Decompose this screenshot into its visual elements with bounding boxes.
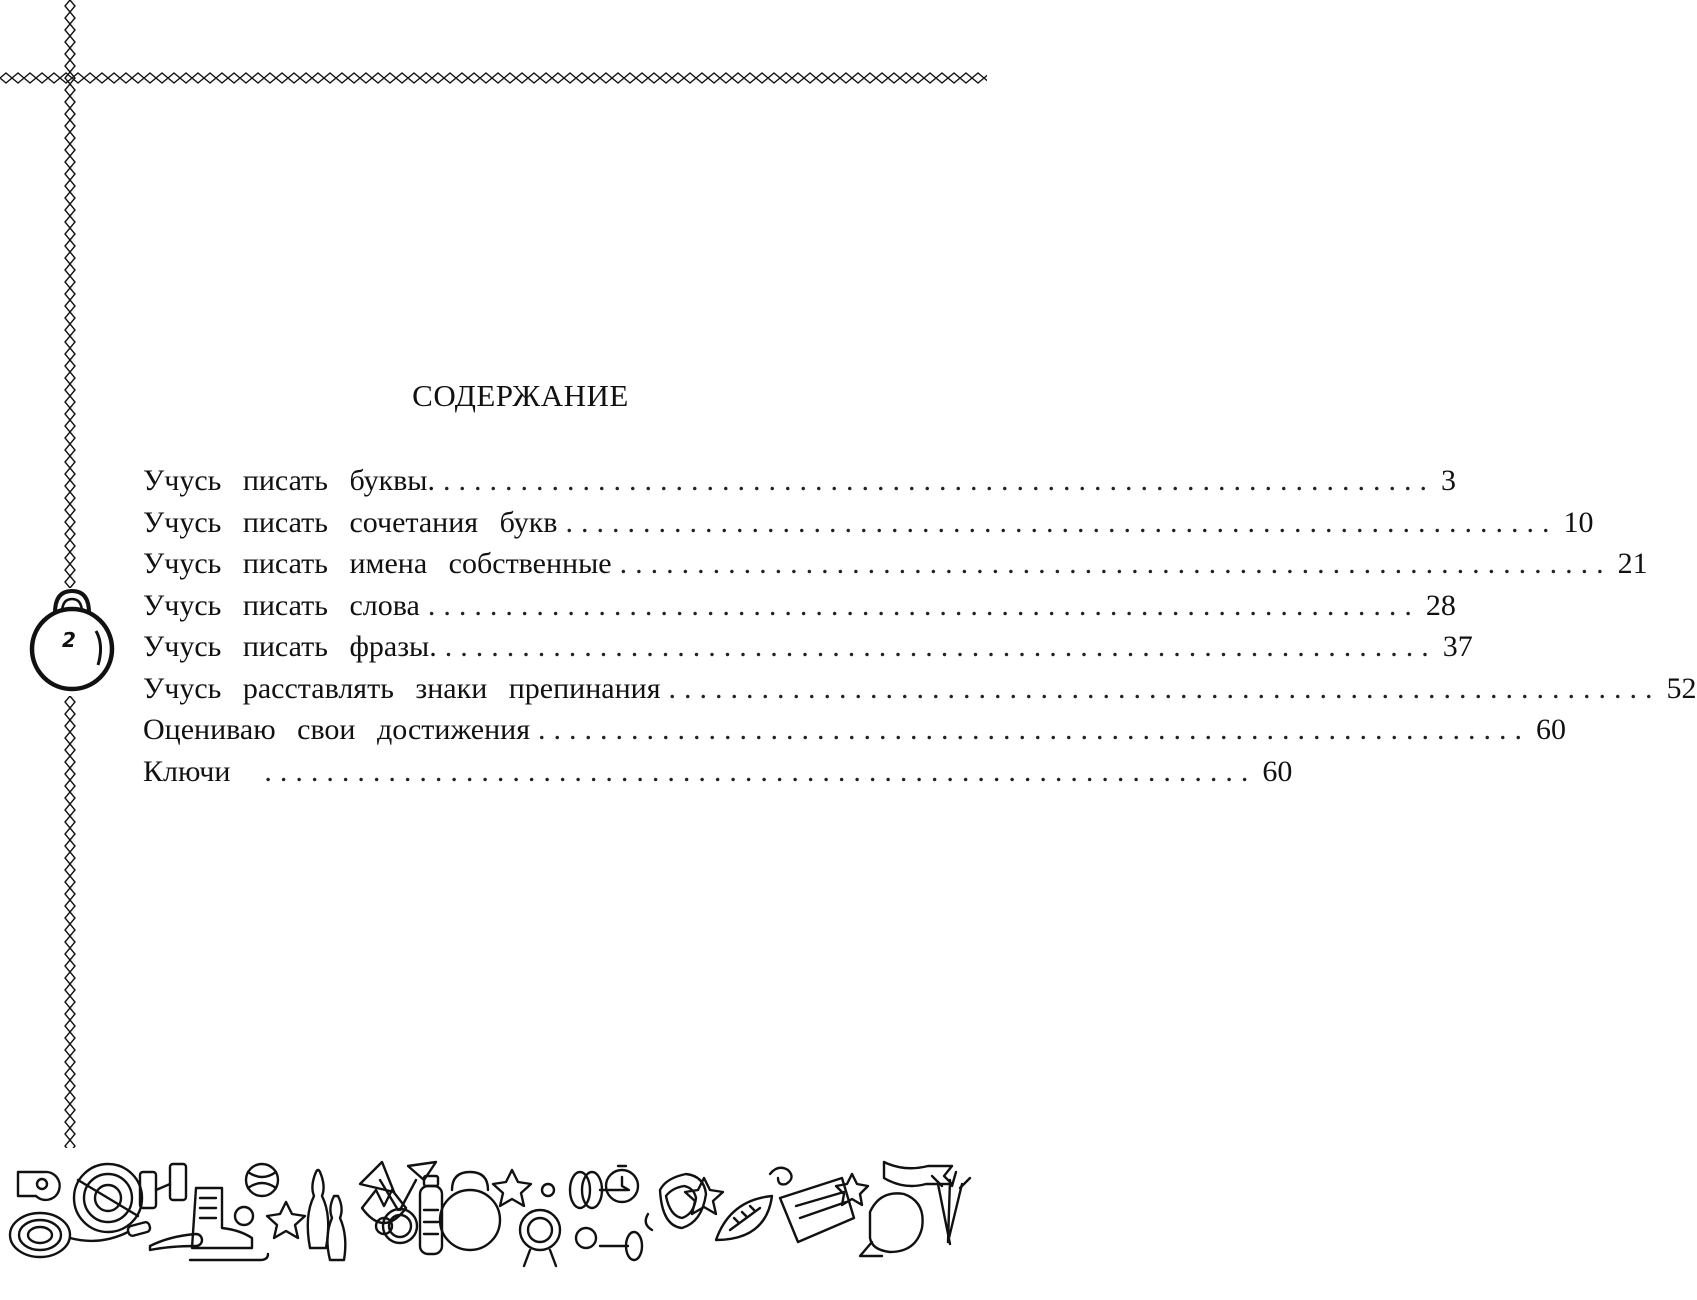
boxing-glove-icon <box>860 1193 923 1256</box>
toc-entry <box>143 460 1456 502</box>
kettlebell-icon <box>440 1172 500 1250</box>
toc-entry-page: 21 <box>1617 547 1648 580</box>
toc-entry-page: 37 <box>1442 630 1473 663</box>
medal-icon <box>380 1180 417 1243</box>
toc-entry-page: 60 <box>1262 754 1293 788</box>
toc-entry-label: Учусь писать фразы. <box>143 630 437 663</box>
bowling-pin-icon <box>308 1170 346 1260</box>
bottle-icon <box>420 1176 442 1254</box>
page-title: СОДЕРЖАНИЕ <box>412 378 629 413</box>
sports-doodle-strip <box>0 1150 987 1270</box>
toc-entry <box>143 751 1293 793</box>
star-icon <box>267 1202 305 1238</box>
toc-entry-label: Учусь писать буквы. <box>143 464 435 497</box>
toc-entry <box>143 668 1697 710</box>
toc-entry <box>143 543 1648 585</box>
toc-entry-label: Оцениваю свои достижения <box>143 713 531 746</box>
toc-leader-dots: ................................................................ <box>619 547 1612 580</box>
toc-entry <box>143 585 1456 627</box>
page-number: 2 <box>62 628 76 652</box>
toc-leader-dots: ................................................................ <box>444 630 1437 663</box>
toc-leader-dots: ................................................................ <box>264 754 1257 788</box>
rugby-ball-icon <box>716 1196 772 1240</box>
swim-goggles-icon <box>646 1174 706 1230</box>
toc-entry <box>143 626 1473 668</box>
toc-entry-label: Учусь расставлять знаки препинания <box>143 671 661 705</box>
table-of-contents <box>143 460 1697 792</box>
toc-entry-page: 60 <box>1536 713 1567 746</box>
rosette-icon <box>520 1210 560 1266</box>
toc-entry-label: Учусь писать имена собственные <box>143 547 612 580</box>
toc-entry <box>143 709 1567 751</box>
toc-leader-dots: ................................................................ <box>538 713 1531 746</box>
toc-entry-label: Учусь писать слова <box>143 588 420 622</box>
stopwatch-icon <box>606 1166 638 1202</box>
target-icon <box>74 1164 142 1232</box>
toc-entry-label: Ключи <box>143 754 231 788</box>
toc-leader-dots: ................................................................ <box>427 588 1420 622</box>
flipper-icon <box>780 1178 854 1242</box>
toc-entry-page: 52 <box>1666 671 1697 705</box>
toc-entry <box>143 502 1594 544</box>
ice-skate-icon <box>190 1188 268 1260</box>
dumbbell-icon <box>140 1164 186 1208</box>
whistle-icon <box>18 1172 60 1200</box>
toc-entry-page: 28 <box>1425 588 1456 622</box>
toc-entry-page: 3 <box>1440 464 1456 497</box>
toc-leader-dots: ................................................................ <box>442 464 1435 497</box>
toc-entry-label: Учусь писать сочетания букв <box>143 505 558 539</box>
tennis-ball-icon <box>246 1164 278 1196</box>
toc-entry-page: 10 <box>1563 505 1594 539</box>
toc-leader-dots: ................................................................ <box>668 671 1661 705</box>
toc-leader-dots: ................................................................ <box>565 505 1558 539</box>
dart-icon <box>932 1172 970 1244</box>
